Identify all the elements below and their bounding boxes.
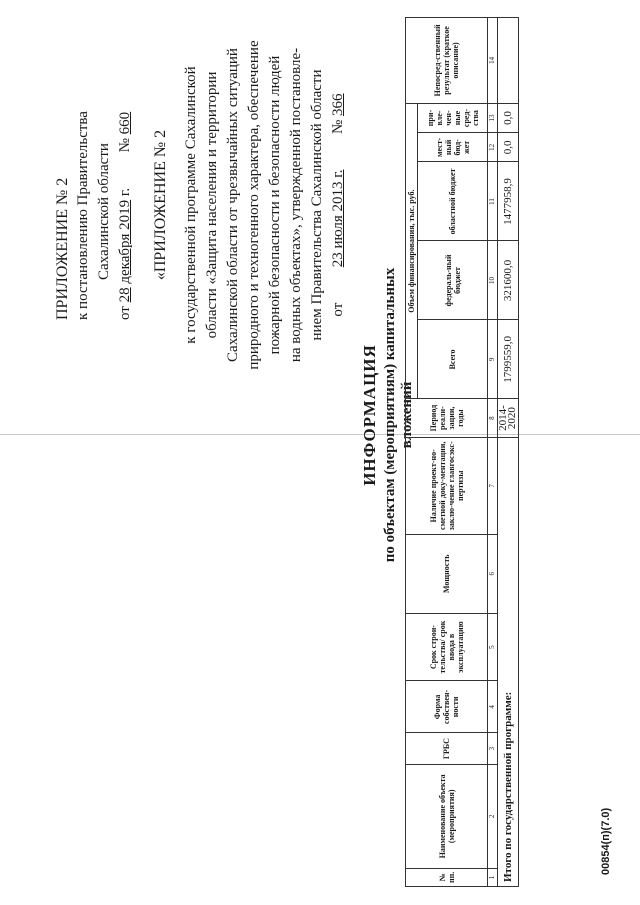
header-grbs: ГРБС (406, 733, 488, 765)
header-federal: федераль-ный бюджет (418, 241, 488, 320)
column-number-row (488, 18, 498, 887)
header-other: при-вле-чен-ные сред-ства (418, 103, 488, 132)
total-period: 2014-2020 (498, 399, 519, 437)
appendix-program-from: от (330, 302, 346, 317)
appendix-program-line: природного и техногенного характера, обеспечение (246, 40, 262, 370)
col-number: 14 (488, 18, 498, 104)
scan-fold-line (0, 434, 640, 435)
appendix-program-line: пожарной безопасности и безопасности людей (267, 55, 283, 355)
appendix-program-line: на водных объектах», утвержденной постановле- (288, 47, 304, 363)
header-regional: областной бюджет (418, 162, 488, 241)
appendix-program-date: 23 июля 2013 г. (330, 169, 346, 268)
total-row (498, 18, 519, 887)
capital-investment-table (405, 17, 519, 887)
appendix-main-date-line (115, 20, 136, 320)
header-name: Наименование объекта (мероприятия) (406, 764, 488, 868)
col-number: 10 (488, 241, 498, 320)
header-ownership: Форма собствен-ности (406, 681, 488, 733)
total-other: 0,0 (498, 103, 519, 132)
col-number: 12 (488, 133, 498, 162)
appendix-program-line: Сахалинской области от чрезвычайных ситуаций (225, 48, 241, 362)
header-period: Период реали-зации, годы (406, 399, 488, 437)
appendix-program-number-label: № (330, 119, 346, 134)
appendix-main-line2: Сахалинской области (96, 143, 112, 280)
col-number: 9 (488, 320, 498, 399)
appendix-main-from: от (117, 306, 133, 320)
col-number: 4 (488, 681, 498, 733)
col-number: 6 (488, 534, 498, 613)
appendix-main-year-suffix: г. (117, 187, 133, 197)
appendix-program-line: нием Правительства Сахалинской области (309, 69, 325, 341)
col-number: 3 (488, 733, 498, 765)
appendix-program-line: области «Защита населения и территории (204, 71, 220, 339)
appendix-main-number: 660 (117, 111, 133, 135)
total-label: Итого по государственной программе: (498, 437, 519, 886)
header-docs: Наличие проект-но-сметной доку-ментации, заклю-чение главгосэкс-пертизы (406, 437, 488, 534)
appendix-main-number-label: № (117, 138, 133, 153)
col-number: 7 (488, 437, 498, 534)
appendix-program-title: «ПРИЛОЖЕНИЕ № 2 (152, 129, 169, 281)
appendix-main-title: ПРИЛОЖЕНИЕ № 2 (54, 177, 71, 320)
header-funding: Объем финансирования, тыс. руб. (406, 103, 418, 399)
col-number: 5 (488, 613, 498, 681)
col-number: 2 (488, 764, 498, 868)
total-regional: 1477958,9 (498, 162, 519, 241)
appendix-program-block (150, 25, 349, 385)
total-sum: 1799559,0 (498, 320, 519, 399)
document-title-main: ИНФОРМАЦИЯ (360, 344, 379, 486)
appendix-main-month-year: декабря 2019 (117, 199, 133, 284)
appendix-main-block (52, 20, 136, 320)
header-total: Всего (418, 320, 488, 399)
col-number: 13 (488, 103, 498, 132)
appendix-program-line: к государственной программе Сахалинской (183, 66, 199, 344)
header-result: Непосред-ственный результат (краткое описание) (406, 18, 488, 104)
document-footer-code: 00854(п)(7.0) (600, 807, 612, 875)
appendix-program-date-line (328, 25, 349, 385)
total-local: 0,0 (498, 133, 519, 162)
total-federal: 321600,0 (498, 241, 519, 320)
total-result (498, 18, 519, 104)
header-local: мест-ный бюд-жет (418, 133, 488, 162)
col-number: 11 (488, 162, 498, 241)
appendix-main-line1: к постановлению Правительства (75, 111, 91, 320)
header-num: № пп. (406, 868, 488, 886)
appendix-program-number: 366 (330, 93, 346, 116)
header-capacity: Мощность (406, 534, 488, 613)
appendix-main-day: 28 (117, 287, 133, 303)
header-term: Срок строи-тельства/ срок ввода в эксплуатацию (406, 613, 488, 681)
document-title-sub: по объектам (мероприятиям) капитальных вложений (382, 267, 415, 563)
col-number: 8 (488, 399, 498, 437)
col-number: 1 (488, 868, 498, 886)
